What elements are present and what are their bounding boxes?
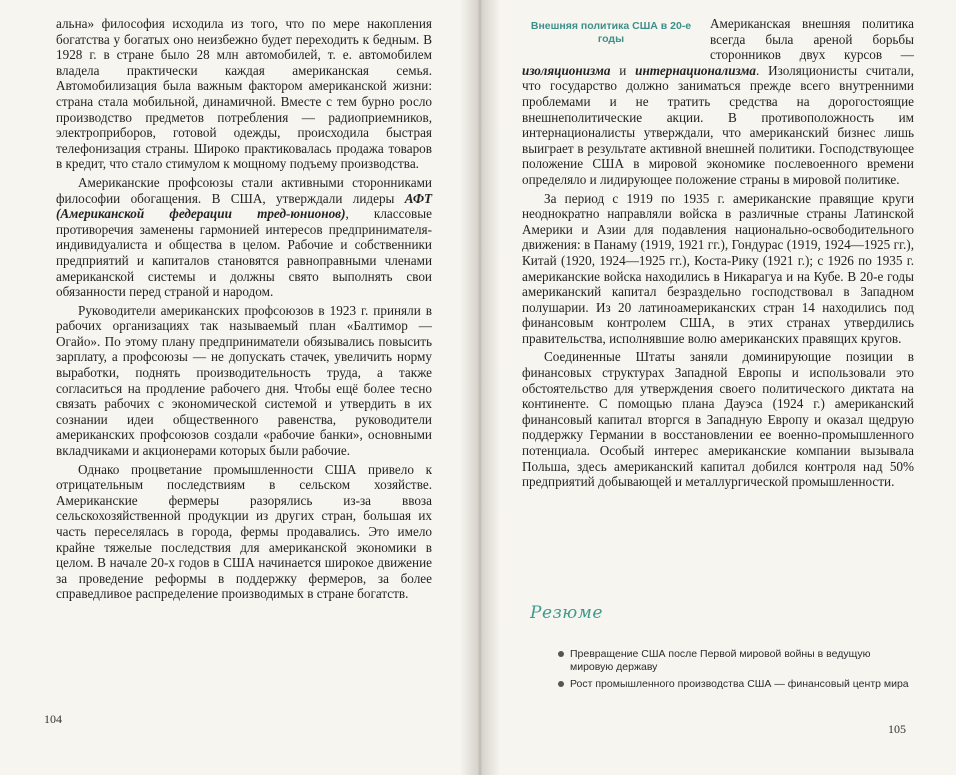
- summary-item: Рост промышленного производства США — финансовый центр мира: [558, 678, 910, 691]
- right-page-text: [522, 16, 914, 490]
- left-page-text: [56, 16, 432, 602]
- page-number-left: 104: [44, 712, 62, 726]
- paragraph-trade-unions: Американские профсоюзы стали активными сторонниками философии обогащения. В США, утверждали лидеры АФТ (Американской федерации тред-юнионов), классовые противоречия заменены гармонией интересов предпринимателя-индивидуалиста и общества в целом. Рабочие и собственники предприятий и капиталов становятся равноправными членами американской системы и должны свято выполнять свои обязанности перед страной и народом.: [56, 174, 432, 300]
- bullet-icon: [558, 651, 564, 657]
- term-isolationism: изоляционизма: [522, 62, 611, 78]
- section-heading: Внешняя политика США в 20-е годы: [530, 20, 692, 45]
- paragraph-agriculture: Однако процветание промышленности США привело к отрицательным последствиям в сельском хозяйстве. Американские фермеры разорялись из-за ввоза сельскохозяйственной продукции из других стран, большая их часть переселялась в города, фермы продавались. Это имело крайне тяжелые последствия для американской экономики в целом. В начале 20-х годов в США начинается широкое движение за проведение реформы в поддержку фермеров, за более справедливое распределение производимых в стране богатств.: [56, 461, 432, 602]
- paragraph-continuation: альна» философия исходила из того, что по мере накопления богатства у богатых оно неизбежно будет переходить к бедным. В 1928 г. в стране было 28 млн автомобилей, т. е. автомобилем владела практически каждая американская семья. Автомобилизация была важным фактором американской жизни: страна стала мобильной, динамичной. Вместе с тем бурно росло производство предметов потребления — радиоприемников, электроприборов, готовой одежды, происходила быстрая телефонизация страны. Широко практиковалась продажа товаров в кредит, что стало стимулом к мощному подъему производства.: [56, 16, 432, 172]
- paragraph-latin-america: За период с 1919 по 1935 г. американские правящие круги неоднократно направляли войска в различные страны Латинской Америки и Азии для подавления национально-освободительного движения: в Панаму (1919, 1921 гг.), Гондурас (1919, 1924—1925 гг.), Китай (1920, 1924—1925 гг.), Коста-Рику (1921 г.); с 1926 по 1935 г. американские войска находились в Никарагуа и на Кубе. В 20-е годы американский капитал безраздельно господствовал в Западном полушарии. Из 20 латиноамериканских стран 14 находились под финансовым контролем США, в этих странах утвердились правительства, исполнявшие волю американских правящих кругов.: [522, 190, 914, 346]
- term-aft: АФТ (Американской федерации тред-юнионов): [56, 190, 432, 222]
- bullet-icon: [558, 681, 564, 687]
- paragraph-baltimore-ohio-plan: Руководители американских профсоюзов в 1923 г. приняли в рабочих организациях так называемый план «Балтимор — Огайо». По этому плану предприниматели обязывались повысить зарплату, а профсоюзы — не допускать стачек, увеличить норму выработки, поднять производительность труда, а также согласиться на продление рабочего дня. Чтобы ещё более тесно связать рабочих с экономической системой и утвердить в их сознании идеи общественного равенства, руководители американских профсоюзов создали «рабочие банки», основными вкладчиками и акционерами которых были рабочие.: [56, 302, 432, 459]
- summary-list: [558, 648, 910, 695]
- page-number-right: 105: [888, 722, 906, 736]
- book-gutter: [460, 0, 500, 775]
- paragraph-foreign-policy: Американская внешняя политика всегда была ареной борьбы сторонников двух курсов — изоляционизма и интернационализма. Изоляционисты считали, что государство должно заниматься прежде всего внутренними проблемами и не тратить средства на дорогостоящие внешнеполитические акции. В противоположность им интернационалисты утверждали, что американский бизнес лишь выиграет в результате активной внешней политики. Господствующее положение США в мировой экономике послевоенного времени определяло и лидирующее положение страны в мировой политике.: [522, 16, 914, 187]
- paragraph-europe: Соединенные Штаты заняли доминирующие позиции в финансовых структурах Западной Европы и использовали это обстоятельство для утверждения своего политического диктата на континенте. С помощью плана Дауэса (1924 г.) американский финансовый капитал вторгся в Западную Европу и оказал щедрую поддержку Германии в восстановлении ее военно-промышленного потенциала. Особый интерес американские компании вызывала Польша, здесь американский капитал добился контроля над 50% предприятий добывающей и металлургической промышленности.: [522, 349, 914, 490]
- summary-item: Превращение США после Первой мировой войны в ведущую мировую державу: [558, 648, 910, 674]
- term-internationalism: интернационализма: [635, 62, 756, 78]
- resume-heading: Резюме: [530, 603, 603, 623]
